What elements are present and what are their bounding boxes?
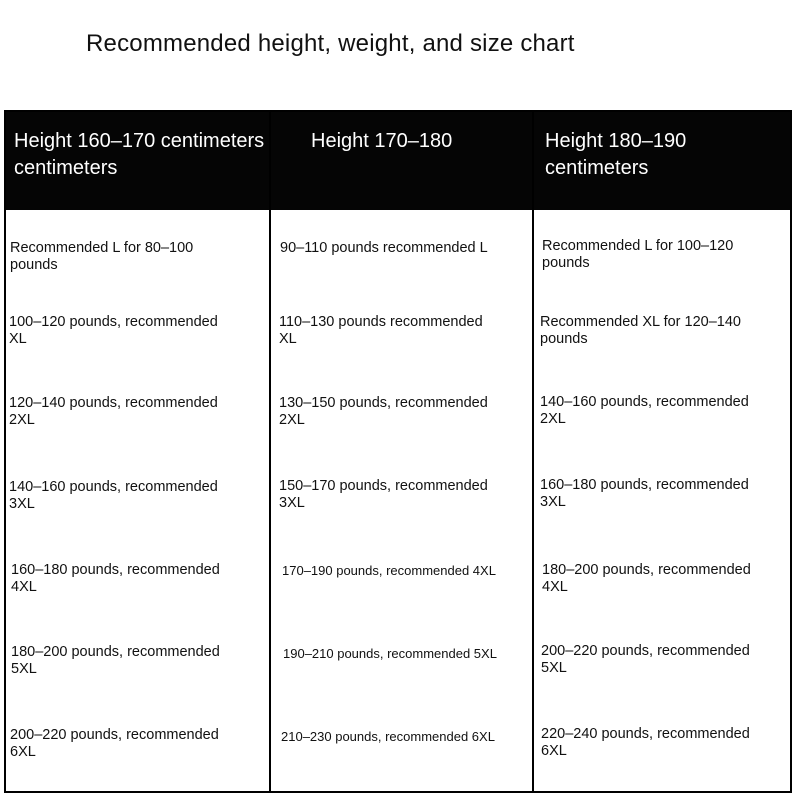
table-cell: Recommended L for 100–120 pounds bbox=[542, 238, 734, 271]
table-cell: 200–220 pounds, recommended 5XL bbox=[541, 643, 750, 676]
table-header bbox=[6, 112, 790, 210]
page-title: Recommended height, weight, and size chart bbox=[86, 30, 575, 57]
table-cell: 120–140 pounds, recommended 2XL bbox=[9, 395, 218, 428]
table-cell: 180–200 pounds, recommended 5XL bbox=[11, 644, 220, 677]
table-cell: 150–170 pounds, recommended 3XL bbox=[279, 478, 488, 511]
table-cell: Recommended XL for 120–140 pounds bbox=[540, 314, 741, 347]
table-cell: 160–180 pounds, recommended 4XL bbox=[11, 562, 220, 595]
header-col2: Height 170–180 bbox=[311, 130, 453, 152]
table-cell: 140–160 pounds, recommended 3XL bbox=[9, 479, 218, 512]
size-chart-table bbox=[4, 110, 792, 793]
table-cell: 140–160 pounds, recommended 2XL bbox=[540, 394, 749, 427]
header-col1-line2: centimeters bbox=[14, 157, 118, 179]
table-cell: 200–220 pounds, recommended 6XL bbox=[10, 727, 219, 760]
table-cell: 90–110 pounds recommended L bbox=[280, 240, 488, 256]
table-cell: 220–240 pounds, recommended 6XL bbox=[541, 726, 750, 759]
table-cell: 190–210 pounds, recommended 5XL bbox=[283, 646, 497, 661]
table-cell: 100–120 pounds, recommended XL bbox=[9, 314, 218, 347]
table-cell: Recommended L for 80–100 pounds bbox=[10, 240, 194, 273]
table-cell: 160–180 pounds, recommended 3XL bbox=[540, 477, 749, 510]
column-divider bbox=[532, 112, 534, 791]
header-col3-line2: centimeters bbox=[545, 157, 649, 179]
table-cell: 110–130 pounds recommended XL bbox=[279, 314, 483, 347]
column-divider bbox=[269, 112, 271, 791]
table-cell: 180–200 pounds, recommended 4XL bbox=[542, 562, 751, 595]
header-col1-line1: Height 160–170 centimeters bbox=[14, 130, 265, 152]
table-cell: 130–150 pounds, recommended 2XL bbox=[279, 395, 488, 428]
table-cell: 210–230 pounds, recommended 6XL bbox=[281, 729, 495, 744]
header-col3-line1: Height 180–190 bbox=[545, 130, 687, 152]
table-cell: 170–190 pounds, recommended 4XL bbox=[282, 563, 496, 578]
